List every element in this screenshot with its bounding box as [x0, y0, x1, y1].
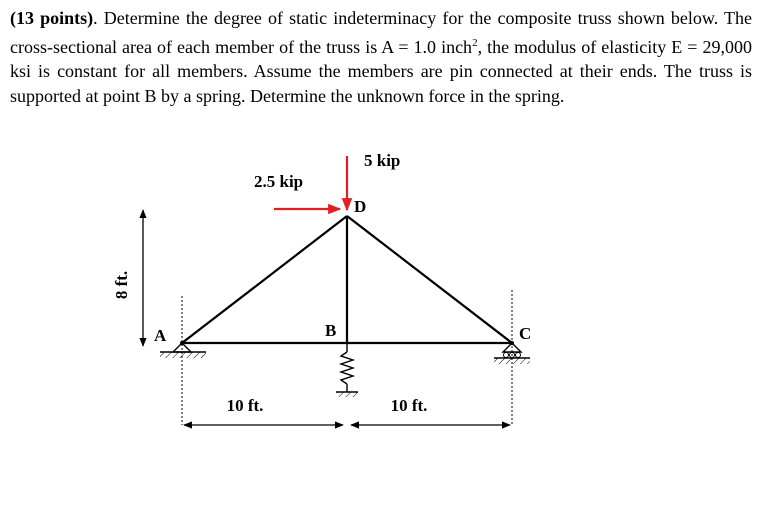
problem-area-exponent: 2 [472, 36, 478, 49]
node-label-a: A [154, 326, 167, 345]
vertical-load-label: 5 kip [364, 151, 401, 170]
node-label-b: B [325, 321, 337, 340]
right-span-dimension-label: 10 ft. [390, 396, 428, 415]
problem-text-part-2: , the modulus of elasticity E = 29,000 ksi is constant for all members. Assume the members are pin connected at their ends. The truss is supported at point B by a spring. Determine the unknown force in the spring. [10, 36, 752, 106]
support-c-roller [494, 341, 530, 364]
truss-members [182, 216, 512, 343]
height-dimension-label: 8 ft. [112, 270, 131, 300]
node-label-d: D [354, 197, 367, 216]
problem-points-label: (13 points) [10, 8, 94, 28]
problem-text-part-1: . Determine the degree of static indeterminacy for the composite truss shown below. The cross-sectional area of each member of the truss is A = 1.0 inch [10, 8, 752, 57]
member-dc [347, 216, 512, 343]
spring-b [336, 343, 358, 397]
left-span-dimension-label: 10 ft. [226, 396, 264, 415]
node-label-c: C [519, 324, 532, 343]
horizontal-load-label: 2.5 kip [254, 172, 304, 191]
member-ad [182, 216, 347, 343]
